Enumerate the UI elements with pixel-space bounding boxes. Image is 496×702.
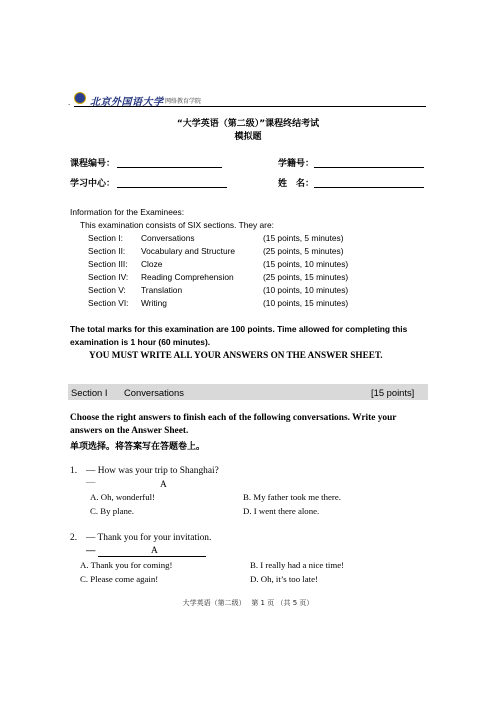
center-label: 学习中心： xyxy=(70,179,116,189)
section-points-heading: [15 points] xyxy=(371,387,415,398)
question-prompt: — Thank you for your invitation. xyxy=(86,533,212,543)
option-a: A. Oh, wonderful! xyxy=(90,492,155,502)
name-label: 姓 名： xyxy=(278,179,315,189)
option-b: B. My father took me there. xyxy=(243,492,341,502)
student-no-field[interactable] xyxy=(314,167,424,168)
school-name: 网络教育学院 xyxy=(165,98,202,105)
course-no-label: 课程编号： xyxy=(70,159,116,169)
section-label: Section I xyxy=(71,387,108,398)
option-b: B. I really had a nice time! xyxy=(250,560,345,570)
section-number: Section II: xyxy=(88,246,126,256)
section-name: Reading Comprehension xyxy=(141,272,234,282)
exam-title: “大学英语（第二级）”课程终结考试 xyxy=(176,119,320,129)
section-number: Section I: xyxy=(88,233,123,243)
info-intro: This examination consists of SIX sections. They are: xyxy=(80,220,274,230)
section-points: (10 points, 15 minutes) xyxy=(263,298,349,308)
section-name: Writing xyxy=(141,298,167,308)
section-points: (25 points, 5 minutes) xyxy=(263,246,344,256)
university-logo-text: 北京外国语大学 xyxy=(90,97,164,108)
section-points: (10 points, 10 minutes) xyxy=(263,285,349,295)
total-marks-line-1: The total marks for this examination are 100 points. Time allowed for completing this xyxy=(70,324,408,334)
center-field[interactable] xyxy=(117,187,227,188)
option-c: C. By plane. xyxy=(90,506,134,516)
answer-letter: A xyxy=(160,480,167,490)
instructions-line-1: Choose the right answers to finish each of the following conversations. Write your xyxy=(70,413,397,423)
answer-letter: A xyxy=(151,546,158,556)
header-rule xyxy=(74,106,426,107)
section-name: Translation xyxy=(141,285,183,295)
section-points: (15 points, 5 minutes) xyxy=(263,233,344,243)
option-a: A. Thank you for coming! xyxy=(80,560,173,570)
question-prompt: — How was your trip to Shanghai? xyxy=(86,466,219,476)
option-d: D. I went there alone. xyxy=(243,506,320,516)
answer-sheet-notice: YOU MUST WRITE ALL YOUR ANSWERS ON THE ANSWER SHEET. xyxy=(89,350,383,360)
section-points: (15 points, 10 minutes) xyxy=(263,259,349,269)
course-no-field[interactable] xyxy=(117,167,222,168)
info-heading: Information for the Examinees: xyxy=(70,207,185,217)
section-name-heading: Conversations xyxy=(124,387,184,398)
answer-blank xyxy=(98,556,206,557)
response-dash: — xyxy=(86,546,96,556)
section-number: Section IV: xyxy=(88,272,129,282)
instructions-line-2: answers on the Answer Sheet. xyxy=(70,426,189,436)
option-d: D. Oh, it’s too late! xyxy=(250,574,318,584)
name-field[interactable] xyxy=(314,187,424,188)
exam-subtitle: 模拟题 xyxy=(234,132,262,142)
university-seal-icon xyxy=(74,92,86,104)
section-name: Conversations xyxy=(141,233,195,243)
section-name: Vocabulary and Structure xyxy=(141,246,236,256)
section-number: Section VI: xyxy=(88,298,129,308)
section-name: Cloze xyxy=(141,259,163,269)
section-number: Section III: xyxy=(88,259,128,269)
page-footer: 大学英语（第二级） 第 1 页 （共 5 页） xyxy=(182,599,314,607)
total-marks-line-2: examination is 1 hour (60 minutes). xyxy=(70,337,211,347)
option-c: C. Please come again! xyxy=(80,574,159,584)
response-dash: — xyxy=(86,478,96,488)
question-number: 1. xyxy=(70,466,78,476)
section-points: (25 points, 15 minutes) xyxy=(263,272,349,282)
section-number: Section V: xyxy=(88,285,126,295)
header-dot: . xyxy=(68,98,71,107)
student-no-label: 学籍号： xyxy=(278,159,315,169)
instructions-chinese: 单项选择。将答案写在答题卷上。 xyxy=(70,442,206,452)
question-number: 2. xyxy=(70,533,78,543)
